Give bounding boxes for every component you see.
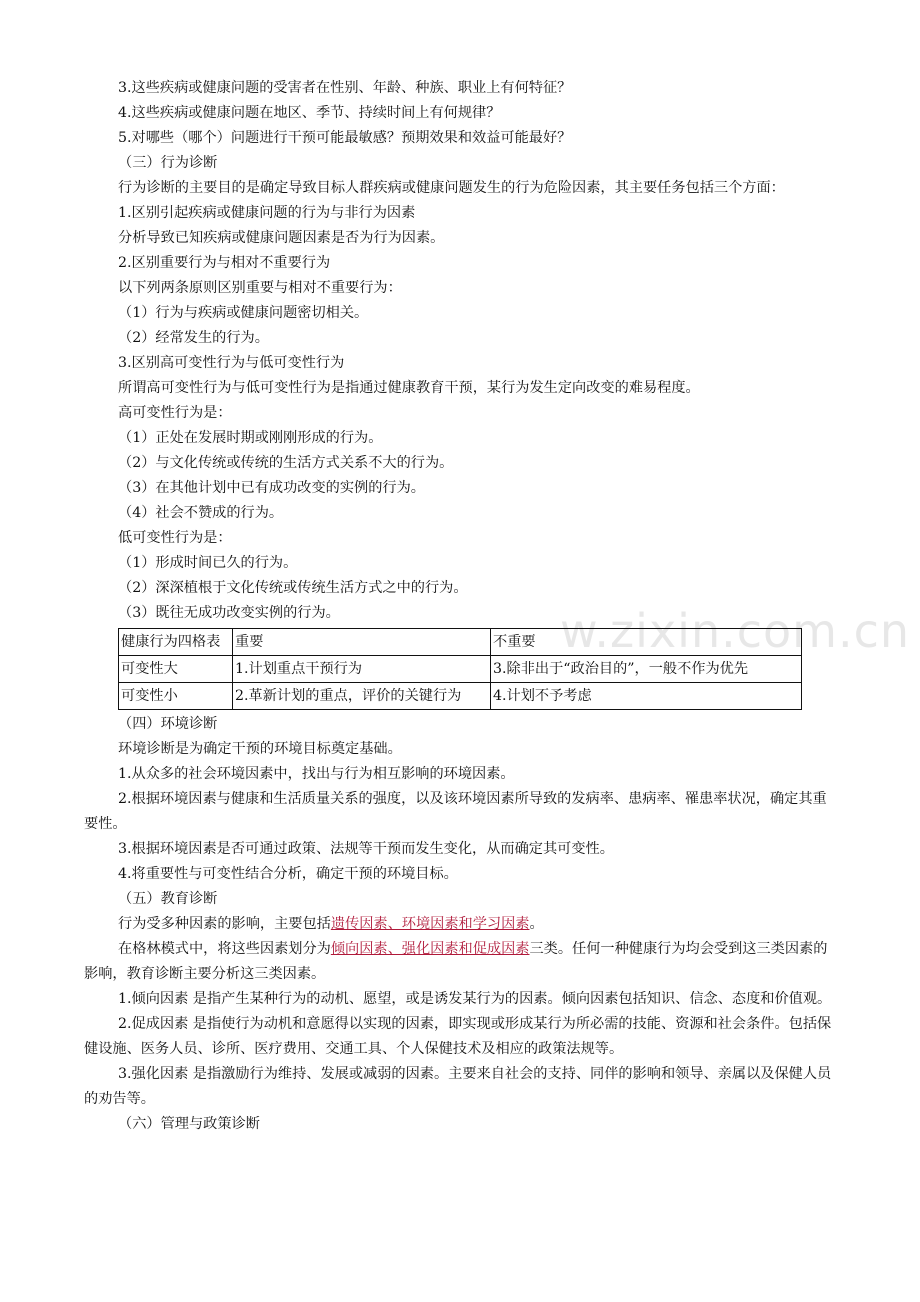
text-run: 在格林模式中，将这些因素划分为 (118, 941, 331, 957)
list-item: 分析导致已知疾病或健康问题因素是否为行为因素。 (118, 230, 445, 246)
list-item: 3.这些疾病或健康问题的受害者在性别、年龄、种族、职业上有何特征？ (118, 80, 572, 96)
table-cell: 3.除非出于“政治目的”，一般不作为优先 (491, 656, 802, 683)
table-cell: 4.计划不予考虑 (491, 683, 802, 710)
highlighted-text: 遗传因素、环境因素和学习因素 (330, 916, 530, 932)
paragraph (84, 912, 838, 937)
list-item: 1.区别引起疾病或健康问题的行为与非行为因素 (118, 205, 416, 221)
paragraph: 3.强化因素 是指激励行为维持、发展或减弱的因素。主要来自社会的支持、同伴的影响和领导、亲属以及保健人员的劝告等。 (84, 1066, 832, 1107)
table-cell: 1.计划重点干预行为 (233, 656, 491, 683)
section-title-behavior: （三）行为诊断 (118, 155, 218, 171)
list-item: 4.这些疾病或健康问题在地区、季节、持续时间上有何规律？ (118, 105, 501, 121)
list-item: （4）社会不赞成的行为。 (118, 505, 284, 521)
table-cell: 可变性大 (119, 656, 233, 683)
list-item: 1.从众多的社会环境因素中，找出与行为相互影响的环境因素。 (118, 766, 515, 782)
table-row (119, 656, 802, 683)
list-item: （1）正处在发展时期或刚刚形成的行为。 (118, 430, 383, 446)
section-title-management-policy: （六）管理与政策诊断 (118, 1116, 260, 1132)
highlighted-text: 倾向因素、强化因素和促成因素 (330, 941, 530, 957)
list-item: （2）经常发生的行为。 (118, 330, 269, 346)
list-item: 环境诊断是为确定干预的环境目标奠定基础。 (118, 741, 402, 757)
list-item: （1）行为与疾病或健康问题密切相关。 (118, 305, 369, 321)
list-item: 高可变性行为是： (118, 405, 232, 421)
text-run: 行为受多种因素的影响，主要包括 (118, 916, 331, 932)
paragraph: 2.根据环境因素与健康和生活质量关系的强度，以及该环境因素所导致的发病率、患病率、罹患率状况，确定其重要性。 (84, 791, 827, 832)
list-item: （2）与文化传统或传统的生活方式关系不大的行为。 (118, 455, 454, 471)
table-header-cell: 重要 (233, 629, 491, 656)
section-title-education: （五）教育诊断 (118, 891, 218, 907)
list-item: （3）在其他计划中已有成功改变的实例的行为。 (118, 480, 425, 496)
behavior-four-grid-table (118, 628, 802, 710)
table-header-cell: 健康行为四格表 (119, 629, 233, 656)
list-item: （1）形成时间已久的行为。 (118, 555, 298, 571)
list-item: （2）深深植根于文化传统或传统生活方式之中的行为。 (118, 580, 468, 596)
list-item: 3.区别高可变性行为与低可变性行为 (118, 355, 345, 371)
table-cell: 可变性小 (119, 683, 233, 710)
list-item: 3.根据环境因素是否可通过政策、法规等干预而发生变化，从而确定其可变性。 (118, 841, 614, 857)
list-item: 5.对哪些（哪个）问题进行干预可能最敏感？预期效果和效益可能最好？ (118, 130, 572, 146)
paragraph: 1.倾向因素 是指产生某种行为的动机、愿望，或是诱发某行为的因素。倾向因素包括知识、信念、态度和价值观。 (118, 991, 832, 1007)
list-item: 所谓高可变性行为与低可变性行为是指通过健康教育干预，某行为发生定向改变的难易程度。 (118, 380, 700, 396)
text-run: 。 (529, 916, 544, 932)
paragraph (84, 937, 838, 987)
table-header-row (119, 629, 802, 656)
document-body (84, 76, 838, 1137)
table-row (119, 683, 802, 710)
table-cell: 2.革新计划的重点，评价的关键行为 (233, 683, 491, 710)
list-item: 以下列两条原则区别重要与相对不重要行为： (118, 280, 402, 296)
list-item: 4.将重要性与可变性结合分析，确定干预的环境目标。 (118, 866, 458, 882)
watermark: w.zixin.com.cn (560, 604, 911, 658)
paragraph: 行为诊断的主要目的是确定导致目标人群疾病或健康问题发生的行为危险因素，其主要任务包括三个方面： (118, 180, 785, 196)
text-run: 三类。任何一种健康行为均会受到这三类因素的影响，教育诊断主要分析这三类因素。 (84, 941, 828, 982)
list-item: （3）既往无成功改变实例的行为。 (118, 605, 340, 621)
table-header-cell: 不重要 (491, 629, 802, 656)
list-item: 2.区别重要行为与相对不重要行为 (118, 255, 331, 271)
section-title-environment: （四）环境诊断 (118, 716, 218, 732)
list-item: 低可变性行为是： (118, 530, 232, 546)
paragraph: 2.促成因素 是指使行为动机和意愿得以实现的因素，即实现或形成某行为所必需的技能、资源和社会条件。包括保健设施、医务人员、诊所、医疗费用、交通工具、个人保健技术及相应的政策法规等。 (84, 1016, 832, 1057)
